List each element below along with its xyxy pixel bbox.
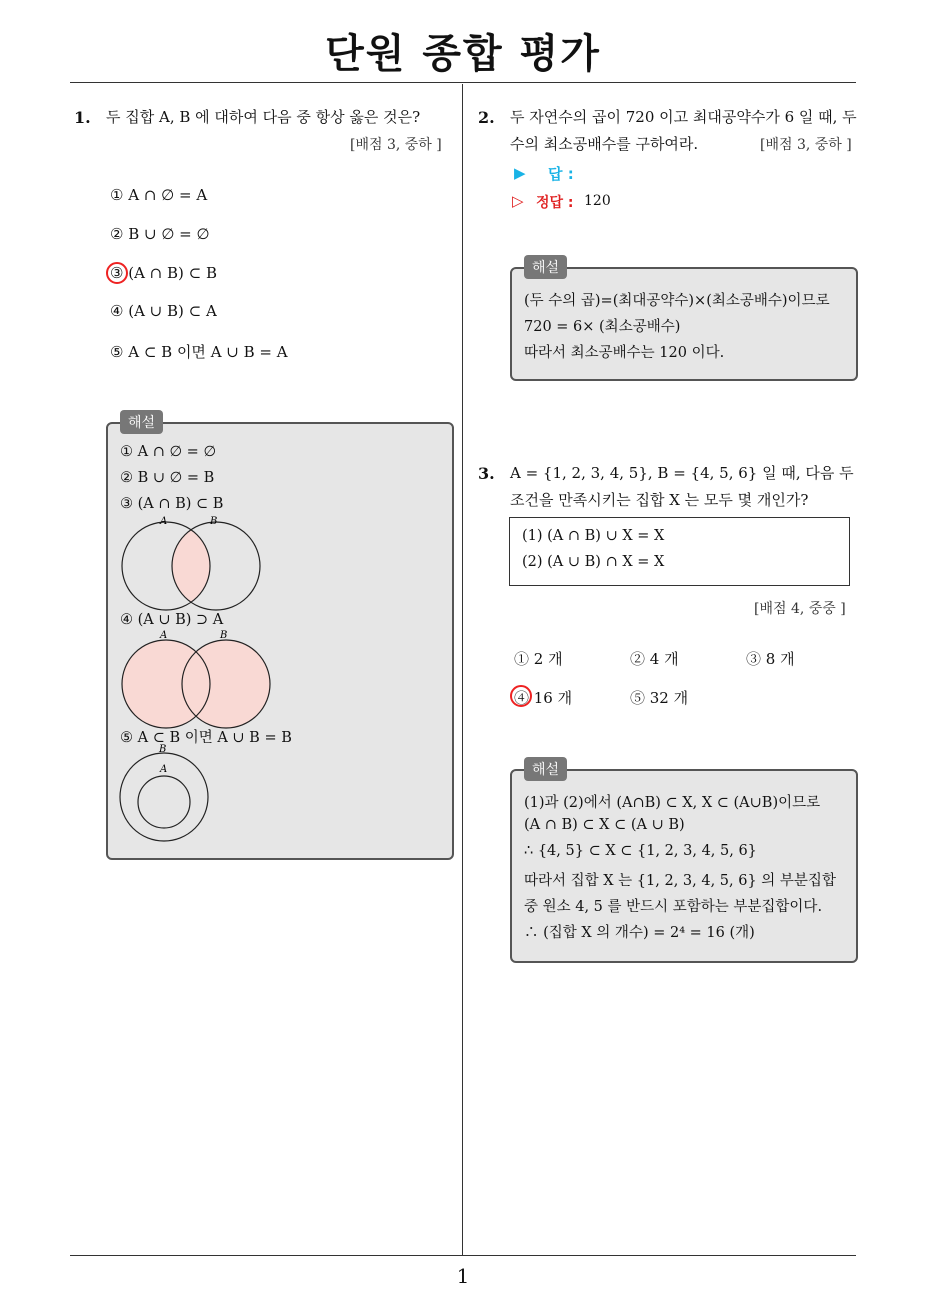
q2-text-line-1: 두 자연수의 곱이 720 이고 최대공약수가 6 일 때, 두: [510, 108, 857, 126]
venn-label-b: B: [210, 516, 218, 527]
venn-diagram-intersection: [116, 514, 276, 614]
q2-solution-panel: [510, 260, 858, 381]
correct-label: 정답 :: [536, 195, 574, 211]
q2-solution-line-1: (두 수의 곱)=(최대공약수)×(최소공배수)이므로: [524, 293, 830, 309]
q1-choice-4[interactable]: ④ (A ∪ B) ⊂ A: [110, 302, 217, 320]
q3-condition-1: (1) (A ∩ B) ∪ X = X: [522, 528, 665, 544]
q2-solution-line-2: 720 = 6× (최소공배수): [524, 319, 681, 335]
q3-choice-5[interactable]: ⑤ 32 개: [630, 689, 689, 707]
top-rule: [70, 82, 856, 83]
q1-solution-line-1: ① A ∩ ∅ = ∅: [120, 444, 217, 460]
q3-solution-line-5: 중 원소 4, 5 를 반드시 포함하는 부분집합이다.: [524, 899, 823, 915]
q3-solution-line-4: 따라서 집합 X 는 {1, 2, 3, 4, 5, 6} 의 부분집합: [524, 873, 836, 889]
q3-solution-line-3: ∴ {4, 5} ⊂ X ⊂ {1, 2, 3, 4, 5, 6}: [524, 843, 757, 859]
q1-text: 두 집합 A, B 에 대하여 다음 중 항상 옳은 것은?: [106, 108, 421, 126]
q1-solution-line-2: ② B ∪ ∅ = B: [120, 470, 215, 486]
venn-label-b: B: [220, 630, 228, 641]
solution-tag: 해설: [524, 255, 567, 279]
answer-arrow-icon: ▶: [514, 164, 526, 182]
q3-meta: [배점 4, 중중 ]: [754, 601, 846, 617]
q3-choice-4[interactable]: ④ 16 개: [514, 689, 573, 707]
q3-condition-box: [509, 517, 850, 586]
q1-solution-line-5: ⑤ A ⊂ B 이면 A ∪ B = B: [120, 730, 292, 746]
correct-value: 120: [584, 193, 611, 209]
page-number: 1: [456, 1264, 470, 1288]
q3-solution-line-1: (1)과 (2)에서 (A∩B) ⊂ X, X ⊂ (A∪B)이므로: [524, 795, 821, 811]
bottom-rule: [70, 1255, 856, 1256]
q3-text-line-1: A = {1, 2, 3, 4, 5}, B = {4, 5, 6} 일 때, 다음 두: [510, 464, 854, 482]
q3-condition-2: (2) (A ∪ B) ∩ X = X: [522, 554, 665, 570]
q1-solution-panel: [106, 415, 454, 860]
q1-number: 1.: [74, 108, 91, 127]
page-title: 단원 종합 평가: [325, 31, 601, 77]
venn-diagram-union: [116, 628, 286, 730]
q1-choice-1[interactable]: ① A ∩ ∅ = A: [110, 186, 208, 204]
venn-label-b: B: [159, 744, 167, 755]
q1-choice-3[interactable]: ③ (A ∩ B) ⊂ B: [110, 264, 218, 282]
q2-meta: [배점 3, 중하 ]: [760, 137, 852, 153]
solution-tag: 해설: [524, 757, 567, 781]
q1-choice-5[interactable]: ⑤ A ⊂ B 이면 A ∪ B = A: [110, 343, 288, 361]
q2-solution-line-3: 따라서 최소공배수는 120 이다.: [524, 345, 725, 361]
q3-text-line-2: 조건을 만족시키는 집합 X 는 모두 몇 개인가?: [510, 491, 809, 509]
q1-choice-2[interactable]: ② B ∪ ∅ = ∅: [110, 225, 210, 243]
q2-text-line-2: 수의 최소공배수를 구하여라.: [510, 135, 699, 153]
q3-choice-3[interactable]: ③ 8 개: [746, 650, 795, 668]
venn-label-a: A: [160, 630, 168, 641]
q3-solution-line-6: ∴ (집합 X 의 개수) = 2⁴ = 16 (개): [524, 925, 755, 941]
correct-arrow-icon: ▷: [512, 192, 524, 210]
q3-choice-1[interactable]: ① 2 개: [514, 650, 563, 668]
solution-tag: 해설: [120, 410, 163, 434]
column-divider: [462, 84, 463, 1256]
q1-solution-line-4: ④ (A ∪ B) ⊃ A: [120, 612, 224, 628]
q3-choice-2[interactable]: ② 4 개: [630, 650, 679, 668]
venn-diagram-subset: [116, 742, 226, 842]
answer-label: 답 :: [548, 165, 574, 183]
q1-meta: [배점 3, 중하 ]: [350, 137, 442, 153]
q3-solution-panel: [510, 762, 858, 963]
q1-solution-line-3: ③ (A ∩ B) ⊂ B: [120, 496, 224, 512]
venn-label-a: A: [160, 516, 168, 527]
q3-solution-line-2: (A ∩ B) ⊂ X ⊂ (A ∪ B): [524, 817, 685, 833]
q2-number: 2.: [478, 108, 495, 127]
venn-label-a: A: [160, 764, 168, 775]
q3-number: 3.: [478, 464, 495, 483]
